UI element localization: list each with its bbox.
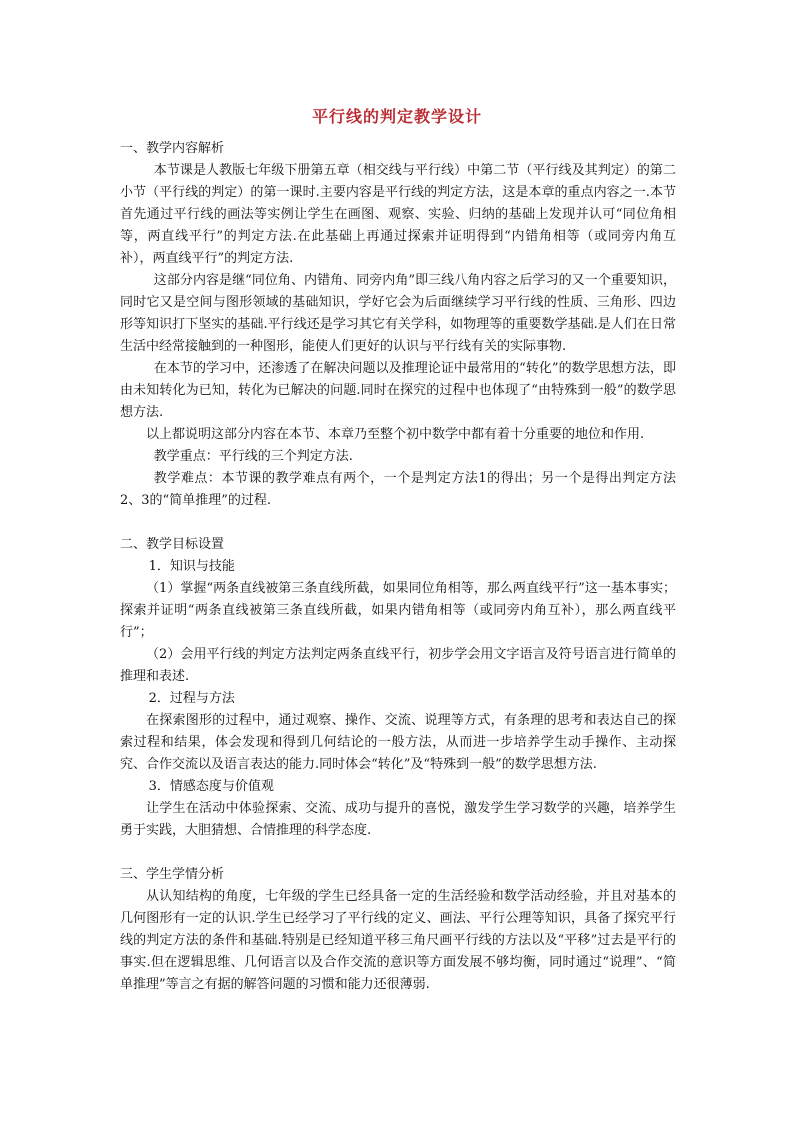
teaching-key-point: 教学重点：平行线的三个判定方法.	[153, 449, 353, 464]
subheading-process-method: 2．过程与方法	[148, 691, 235, 706]
section-heading-content-analysis: 一、教学内容解析	[120, 141, 225, 156]
section-gap	[120, 512, 676, 534]
paragraph: （1）掌握“两条直线被第三条直线所截，如果同位角相等，那么两直线平行”这一基本事实；探索并证明“两条直线被第三条直线所截，如果内错角相等（或同旁内角互补），那么两直线平行”；	[120, 581, 676, 640]
teaching-difficulty: 教学难点：本节课的教学难点有两个，一个是判定方法1的得出；另一个是得出判定方法2、3的“简单推理”的过程.	[120, 471, 676, 508]
paragraph: 以上都说明这部分内容在本节、本章乃至整个初中数学中都有着十分重要的地位和作用.	[146, 427, 645, 442]
subheading-knowledge-skills: 1．知识与技能	[148, 559, 235, 574]
paragraph: 在探索图形的过程中，通过观察、操作、交流、说理等方式，有条理的思考和表达自己的探索过程和结果，体会发现和得到几何结论的一般方法，从而进一步培养学生动手操作、主动探究、合作交流以及语言表达的能力.同时体会“转化”及“特殊到一般”的数学思想方法.	[120, 713, 676, 772]
paragraph: 本节课是人教版七年级下册第五章（相交线与平行线）中第二节（平行线及其判定）的第二小节（平行线的判定）的第一课时.主要内容是平行线的判定方法，这是本章的重点内容之一.本节首先通过平行线的画法等实例让学生在画图、观察、实验、归纳的基础上发现并认可“同位角相等，两直线平行”的判定方法.在此基础上再通过探索并证明得到“内错角相等（或同旁内角互补），两直线平行”的判定方法.	[120, 163, 676, 266]
paragraph: （2）会用平行线的判定方法判定两条直线平行，初步学会用文字语言及符号语言进行简单的推理和表述.	[120, 647, 676, 684]
section-gap	[120, 842, 676, 864]
paragraph: 在本节的学习中，还渗透了在解决问题以及推理论证中最常用的“转化”的数学思想方法，即由未知转化为已知，转化为已解决的问题.同时在探究的过程中也体现了“由特殊到一般”的数学思想方法.	[120, 361, 676, 420]
document-title: 平行线的判定教学设计	[311, 107, 482, 126]
paragraph: 从认知结构的角度，七年级的学生已经具备一定的生活经验和数学活动经验，并且对基本的几何图形有一定的认识.学生已经学习了平行线的定义、画法、平行公理等知识，具备了探究平行线的判定方法的条件和基础.特别是已经知道平移三角尺画平行线的方法以及“平移”过去是平行的事实.但在逻辑思维、几何语言以及合作交流的意识等方面发展不够均衡，同时通过“说理”、“简单推理”等言之有据的解答问题的习惯和能力还很薄弱.	[120, 889, 676, 992]
section-heading-student-analysis: 三、学生学情分析	[120, 867, 225, 882]
section-heading-objectives: 二、教学目标设置	[120, 537, 225, 552]
paragraph: 这部分内容是继“同位角、内错角、同旁内角”即三线八角内容之后学习的又一个重要知识，同时它又是空间与图形领域的基础知识，学好它会为后面继续学习平行线的性质、三角形、四边形等知识打下坚实的基础.平行线还是学习其它有关学科，如物理等的重要数学基础.是人们在日常生活中经常接触到的一种图形，能使人们更好的认识与平行线有关的实际事物.	[120, 273, 676, 354]
document-body	[120, 138, 676, 996]
subheading-attitude-values: 3．情感态度与价值观	[148, 779, 274, 794]
paragraph: 让学生在活动中体验探索、交流、成功与提升的喜悦，激发学生学习数学的兴趣，培养学生勇于实践，大胆猜想、合情推理的科学态度.	[120, 801, 676, 838]
